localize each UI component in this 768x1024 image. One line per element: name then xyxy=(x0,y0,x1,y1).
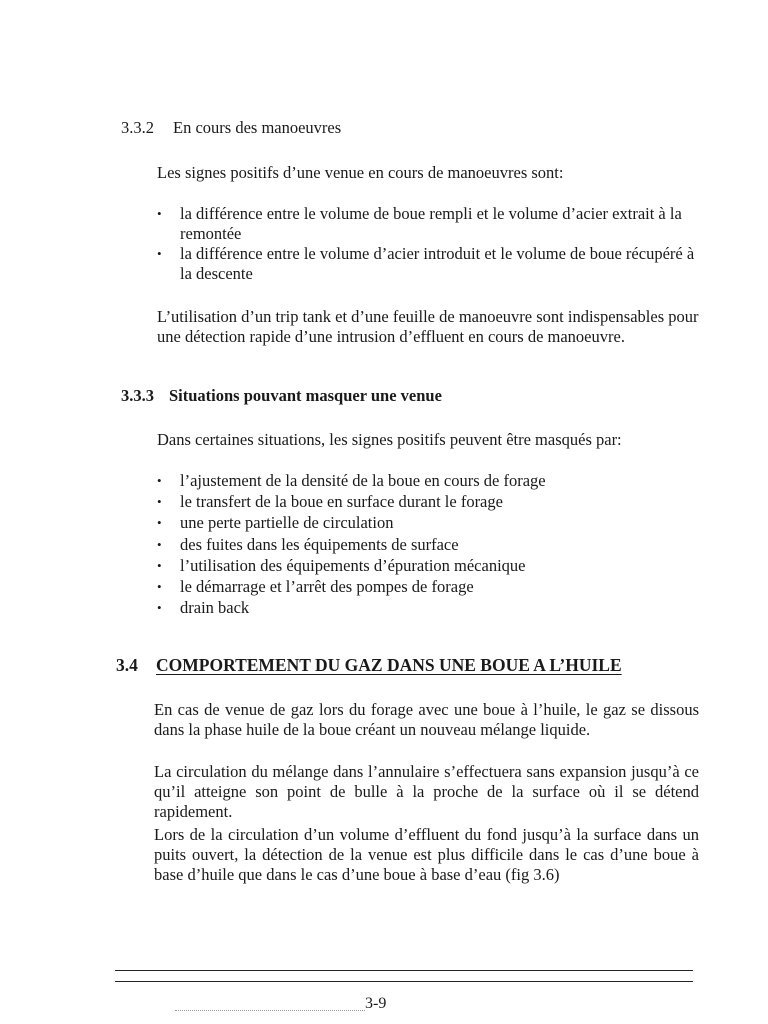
section-title: COMPORTEMENT DU GAZ DANS UNE BOUE A L’HUILE xyxy=(156,655,622,675)
section-heading-3-3-3 xyxy=(121,386,442,406)
section-title: En cours des manoeuvres xyxy=(173,118,342,137)
list-item xyxy=(155,204,700,244)
bullet-icon: • xyxy=(157,246,162,261)
section-heading-3-4 xyxy=(116,655,622,675)
paragraph-intro-3-3-2: Les signes positifs d’une venue en cours de manoeuvres sont: xyxy=(157,163,564,182)
list-item-text: le transfert de la boue en surface durant le forage xyxy=(180,492,503,512)
bullet-icon: • xyxy=(157,579,162,595)
footer-rule-bottom xyxy=(115,981,693,982)
paragraph-intro-3-3-3: Dans certaines situations, les signes positifs peuvent être masqués par: xyxy=(157,430,622,449)
bullet-icon: • xyxy=(157,494,162,510)
list-item xyxy=(155,576,700,597)
paragraph-3-4-2: La circulation du mélange dans l’annulaire s’effectuera sans expansion jusqu’à ce qu’il atteigne son point de bulle à la proche de la surface où il se détend rapidement. xyxy=(154,762,699,821)
page-number: 3-9 xyxy=(365,995,387,1012)
scan-artifact-dots xyxy=(175,1010,365,1013)
list-item-text: l’ajustement de la densité de la boue en cours de forage xyxy=(180,471,546,490)
list-item xyxy=(155,244,700,284)
bullet-icon: • xyxy=(157,536,162,552)
bullet-list-3-3-3 xyxy=(155,470,700,618)
list-item xyxy=(155,470,700,491)
list-item xyxy=(155,534,700,555)
list-item-text: la différence entre le volume d’acier introduit et le volume de boue récupéré à la descente xyxy=(180,244,695,283)
list-item-text: l’utilisation des équipements d’épuration mécanique xyxy=(180,555,526,575)
section-heading-3-3-2 xyxy=(121,118,341,138)
paragraph-closing-3-3-2: L’utilisation d’un trip tank et d’une feuille de manoeuvre sont indispensables pour une détection rapide d’une intrusion d’effluent en cours de manoeuvre. xyxy=(157,307,699,346)
paragraph-3-4-1: En cas de venue de gaz lors du forage avec une boue à l’huile, le gaz se dissous dans la phase huile de la boue créant un nouveau mélange liquide. xyxy=(154,700,699,739)
section-title: Situations pouvant masquer une venue xyxy=(169,386,442,405)
bullet-icon: • xyxy=(157,473,162,488)
bullet-icon: • xyxy=(157,600,162,616)
list-item xyxy=(155,512,700,533)
list-item xyxy=(155,597,700,618)
bullet-icon: • xyxy=(157,515,162,531)
list-item xyxy=(155,491,700,512)
list-item-text: la différence entre le volume de boue rempli et le volume d’acier extrait à la remontée xyxy=(180,204,682,243)
list-item xyxy=(155,555,700,576)
section-number: 3.3.3 xyxy=(121,386,154,405)
section-number: 3.4 xyxy=(116,655,138,675)
footer-rule-top xyxy=(115,970,693,971)
list-item-text: le démarrage et l’arrêt des pompes de forage xyxy=(180,577,474,597)
section-number: 3.3.2 xyxy=(121,118,154,137)
bullet-icon: • xyxy=(157,206,162,221)
bullet-icon: • xyxy=(157,557,162,573)
bullet-list-3-3-2 xyxy=(155,204,700,284)
list-item-text: des fuites dans les équipements de surface xyxy=(180,534,459,554)
list-item-text: drain back xyxy=(180,598,250,618)
list-item-text: une perte partielle de circulation xyxy=(180,513,394,533)
paragraph-3-4-3: Lors de la circulation d’un volume d’effluent du fond jusqu’à la surface dans un puits ouvert, la détection de la venue est plus difficile dans le cas d’une boue à base d’huile que dans le cas d’une boue à base d’eau (fig 3.6) xyxy=(154,825,699,884)
